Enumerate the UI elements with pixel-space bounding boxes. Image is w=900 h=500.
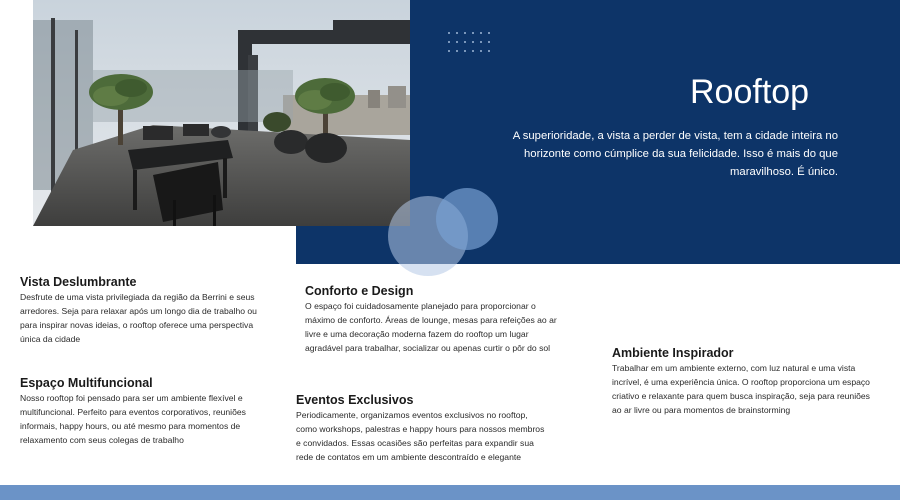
page-title: Rooftop [690,73,810,111]
section-text: Desfrute de uma vista privilegiada da região da Berrini e seus arredores. Seja para relaxar após um longo dia de trabalho ou para inspirar novas ideias, o rooftop oferece uma perspectiva única da cidade [20,292,257,344]
section-conforto-e-design [305,283,563,355]
section-ambiente-inspirador [612,345,872,417]
decorative-circle [436,188,498,250]
section-title: Eventos Exclusivos [296,393,414,407]
section-text: O espaço foi cuidadosamente planejado para proporcionar o máximo de conforto. Áreas de lounge, mesas para refeições ao ar livre e uma decoração moderna fazem do rooftop um lugar agradável para trabalhar, socializar ou apenas curtir o pôr do sol [305,301,557,353]
rooftop-photo [33,0,410,226]
footer-bar [0,485,900,500]
section-espaco-multifuncional [20,375,260,447]
section-eventos-exclusivos [296,392,546,464]
section-text: Trabalhar em um ambiente externo, com luz natural e uma vista incrível, é uma experiência única. O rooftop proporciona um espaço criativo e relaxante para quem busca inspiração, seja para reuniões ao ar livre ou para momentos de brainstorming [612,363,870,415]
section-text: Periodicamente, organizamos eventos exclusivos no rooftop, como workshops, palestras e happy hours para nossos membros e convidados. Essas ocasiões são perfeitas para expandir sua rede de contatos em um ambiente descontraído e elegante [296,410,545,462]
section-vista-deslumbrante [20,274,260,346]
intro-text: A superioridade, a vista a perder de vista, tem a cidade inteira no horizonte como cúmplice da sua felicidade. Isso é mais do que maravilhoso. É único. [512,130,838,178]
section-title: Vista Deslumbrante [20,275,137,289]
section-title: Ambiente Inspirador [612,346,734,360]
section-text: Nosso rooftop foi pensado para ser um ambiente flexível e multifuncional. Perfeito para eventos corporativos, reuniões informais, happy hours, ou até mesmo para momentos de relaxamento com seus colegas de trabalho [20,393,246,445]
section-title: Conforto e Design [305,284,414,298]
section-title: Espaço Multifuncional [20,376,153,390]
dot-pattern [448,32,496,56]
